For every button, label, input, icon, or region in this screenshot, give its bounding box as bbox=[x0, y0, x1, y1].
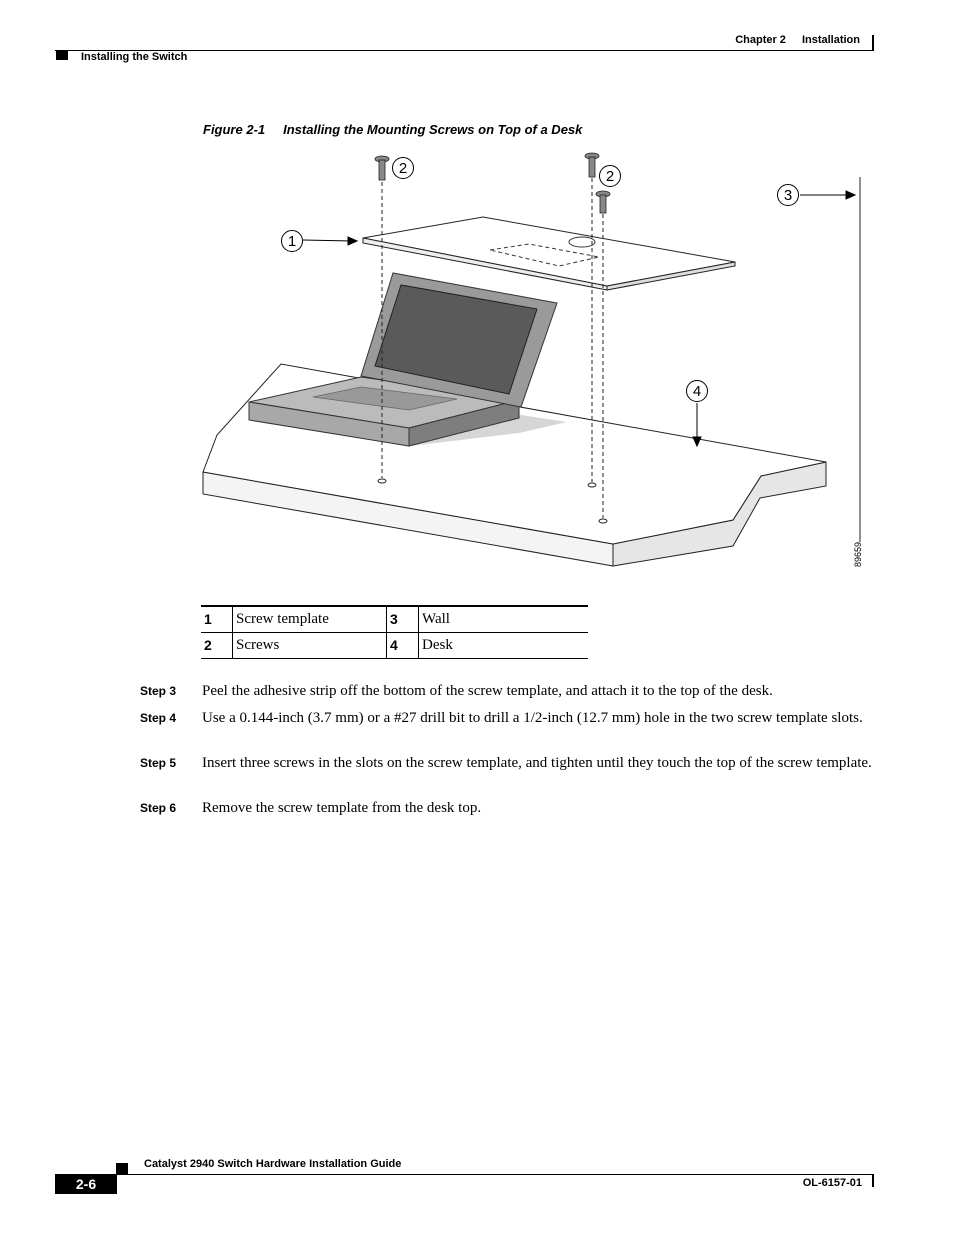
callout-2a bbox=[393, 158, 414, 179]
step-label: Step 5 bbox=[140, 756, 177, 770]
step-text: Peel the adhesive strip off the bottom of the screw template, and attach it to the top of the desk. bbox=[202, 683, 773, 699]
callout-3-number: 3 bbox=[783, 187, 793, 204]
figure-caption bbox=[203, 122, 582, 137]
step-6 bbox=[140, 799, 875, 818]
footer-guide-title: Catalyst 2940 Switch Hardware Installation Guide bbox=[144, 1158, 402, 1170]
legend-row bbox=[201, 632, 588, 658]
legend-label: Screw template bbox=[233, 606, 387, 632]
figure-legend-table bbox=[201, 605, 588, 659]
callout-2b-number: 2 bbox=[605, 168, 615, 185]
step-4 bbox=[140, 709, 875, 728]
footer-marker bbox=[116, 1163, 128, 1174]
figure-id: 89659 bbox=[853, 541, 863, 567]
figure-number: Figure 2-1 bbox=[203, 122, 266, 137]
header-marker bbox=[56, 51, 68, 60]
running-header-chapter bbox=[735, 34, 860, 46]
step-text: Use a 0.144-inch (3.7 mm) or a #27 drill bit to drill a 1/2-inch (12.7 mm) hole in the two screw template slots. bbox=[202, 710, 863, 726]
legend-label: Wall bbox=[419, 606, 589, 632]
legend-number: 4 bbox=[387, 632, 419, 658]
step-label: Step 6 bbox=[140, 801, 177, 815]
chapter-number: Chapter 2 bbox=[735, 34, 786, 46]
legend-label: Screws bbox=[233, 632, 387, 658]
chapter-title: Installation bbox=[801, 34, 860, 46]
legend-number: 3 bbox=[387, 606, 419, 632]
running-header-section: Installing the Switch bbox=[81, 51, 188, 63]
callout-2a-number: 2 bbox=[398, 160, 408, 177]
callout-1 bbox=[282, 231, 303, 252]
footer-end-bar bbox=[872, 1174, 874, 1187]
figure-title: Installing the Mounting Screws on Top of a Desk bbox=[283, 122, 583, 137]
step-text: Remove the screw template from the desk top. bbox=[202, 800, 482, 816]
legend-number: 2 bbox=[201, 632, 233, 658]
legend-row bbox=[201, 606, 588, 632]
callout-3 bbox=[778, 185, 799, 206]
callout-1-number: 1 bbox=[287, 233, 297, 250]
laptop-drawing bbox=[249, 273, 567, 446]
callout-4-number: 4 bbox=[692, 383, 702, 400]
footer-rule bbox=[116, 1174, 874, 1175]
header-end-bar bbox=[872, 35, 874, 50]
step-3 bbox=[140, 682, 875, 701]
step-label: Step 4 bbox=[140, 711, 177, 725]
legend-label: Desk bbox=[419, 632, 589, 658]
page-number: 2-6 bbox=[55, 1174, 117, 1194]
document-number: OL-6157-01 bbox=[802, 1177, 862, 1189]
desk-mounting-illustration bbox=[195, 150, 875, 580]
callout-2b bbox=[600, 166, 621, 187]
callout-4 bbox=[687, 381, 708, 402]
step-text: Insert three screws in the slots on the screw template, and tighten until they touch the top of the screw template. bbox=[202, 755, 872, 771]
legend-number: 1 bbox=[201, 606, 233, 632]
step-5 bbox=[140, 754, 875, 773]
step-label: Step 3 bbox=[140, 684, 177, 698]
